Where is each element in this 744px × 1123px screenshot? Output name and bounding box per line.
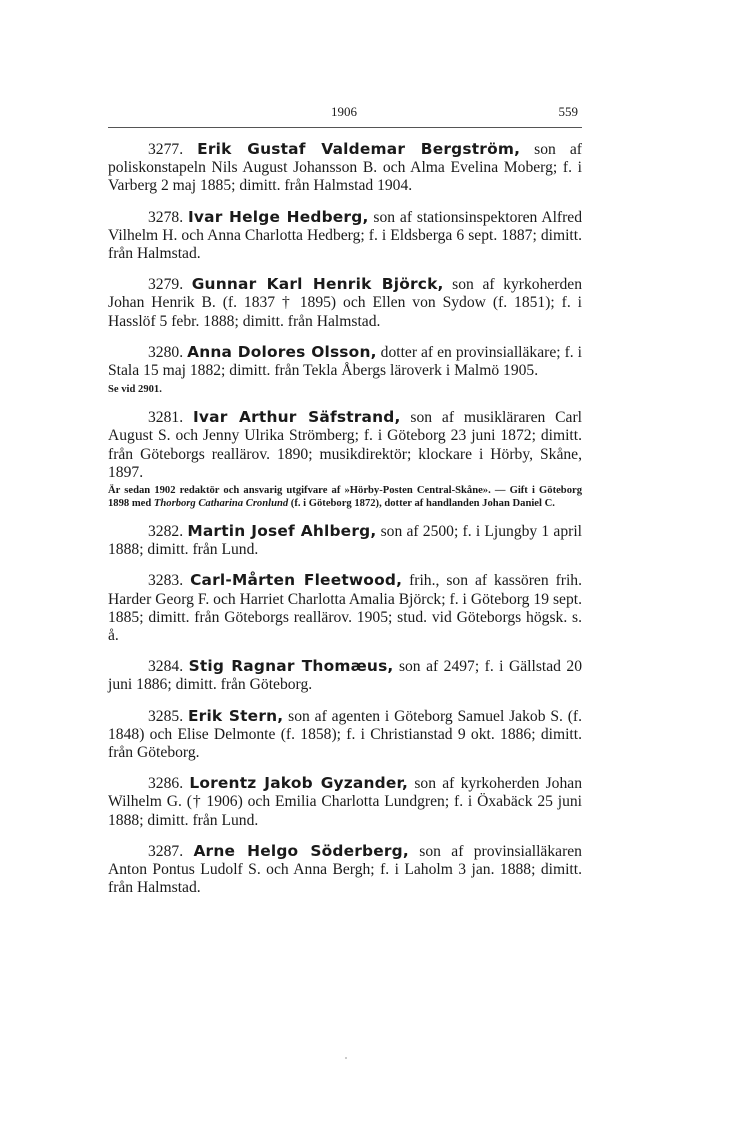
list-item xyxy=(108,275,582,331)
list-item xyxy=(108,343,582,396)
list-item xyxy=(108,707,582,763)
entry-number: 3287. xyxy=(148,842,184,860)
entry-list xyxy=(108,140,582,910)
entry-number: 3285. xyxy=(148,707,184,725)
spouse-name: Thorborg Catharina Cronlund xyxy=(153,498,289,510)
entry-text: son af musikläraren Carl August S. och Jenny Ulrika Strömberg; f. i Göteborg 23 juni 1872; dimitt. från Göteborgs reallärov. 1890; musikdirektör; klockare i Hörby, Skåne, 1897. xyxy=(108,409,582,481)
entry-number: 3279. xyxy=(148,276,184,294)
list-item xyxy=(108,774,582,830)
list-item xyxy=(108,140,582,196)
entry-text: son af poliskonstapeln Nils August Johansson B. och Alma Evelina Moberg; f. i Varberg 2 maj 1885; dimitt. från Halmstad 1904. xyxy=(108,141,582,195)
entry-text: son af kyrkoherden Johan Wilhelm G. († 1906) och Emilia Charlotta Lundgren; f. i Öxabäck 25 juni 1888; dimitt. från Lund. xyxy=(108,775,582,829)
list-item xyxy=(108,571,582,645)
list-item xyxy=(108,208,582,264)
list-item xyxy=(108,842,582,898)
list-item xyxy=(108,408,582,510)
page-number: 559 xyxy=(558,104,578,119)
entry-text: son af provinsialläkaren Anton Pontus Ludolf S. och Anna Bergh; f. i Laholm 3 jan. 1888; dimitt. från Halmstad. xyxy=(108,842,582,897)
entry-name: Stig Ragnar Thomæus, xyxy=(188,657,394,676)
entry-text: dotter af en provinsialläkare; f. i Stala 15 maj 1882; dimitt. från Tekla Åbergs läroverk i Malmö 1905. xyxy=(108,343,583,380)
header-rule xyxy=(108,127,582,128)
entry-number: 3281. xyxy=(148,409,184,427)
entry-name: Arne Helgo Söderberg, xyxy=(193,841,409,860)
entry-note: Se vid 2901. xyxy=(108,384,162,396)
entry-number: 3280. xyxy=(148,343,184,361)
entry-number: 3283. xyxy=(148,572,184,590)
note-text: Är sedan 1902 redaktör och ansvarig utgifvare af »Hörby-Posten Central-Skåne». — Gift i Göteborg 1898 med xyxy=(108,485,582,510)
entry-text: son af 2497; f. i Gällstad 20 juni 1886; dimitt. från Göteborg. xyxy=(108,658,582,694)
entry-name: Lorentz Jakob Gyzander, xyxy=(189,774,409,793)
entry-text: frih., son af kassören frih. Harder Georg F. och Harriet Charlotta Amalia Björck; f. i Göteborg 19 sept. 1885; dimitt. från Göteborgs reallärov. 1905; stud. vid Göteborgs högsk. s. å. xyxy=(108,572,582,645)
entry-text: son af agenten i Göteborg Samuel Jakob S. (f. 1848) och Elise Delmonte (f. 1858); f. i Christianstad 9 okt. 1886; dimitt. från Göteborg. xyxy=(108,707,583,762)
entry-note xyxy=(108,484,582,510)
entry-name: Martin Josef Ahlberg, xyxy=(187,522,377,541)
entry-name: Ivar Helge Hedberg, xyxy=(187,207,369,226)
list-item xyxy=(108,522,582,559)
header-year: 1906 xyxy=(331,104,357,119)
list-item xyxy=(108,657,582,694)
page-speck xyxy=(345,1057,347,1059)
entry-name: Ivar Arthur Säfstrand, xyxy=(192,408,401,427)
entry-name: Erik Stern, xyxy=(187,706,284,725)
entry-text: son af kyrkoherden Johan Henrik B. (f. 1837 † 1895) och Ellen von Sydow (f. 1851); f. i Hasslöf 5 febr. 1888; dimitt. från Halmstad. xyxy=(108,276,582,330)
note-text-end: (f. i Göteborg 1872), dotter af handlanden Johan Daniel C. xyxy=(288,498,555,510)
entry-name: Gunnar Karl Henrik Björck, xyxy=(191,275,444,294)
entry-name: Anna Dolores Olsson, xyxy=(187,342,377,361)
entry-number: 3286. xyxy=(148,775,184,793)
entry-number: 3278. xyxy=(148,208,184,226)
entry-text: son af stationsinspektoren Alfred Vilhelm H. och Anna Charlotta Hedberg; f. i Eldsberga 6 sept. 1887; dimitt. från Halmstad. xyxy=(108,208,583,263)
entry-name: Erik Gustaf Valdemar Bergström, xyxy=(197,140,521,158)
entry-name: Carl-Mårten Fleetwood, xyxy=(190,571,403,590)
running-header xyxy=(108,104,580,126)
entry-number: 3277. xyxy=(148,141,184,158)
entry-number: 3282. xyxy=(148,523,184,541)
entry-number: 3284. xyxy=(148,658,184,676)
entry-text: son af 2500; f. i Ljungby 1 april 1888; dimitt. från Lund. xyxy=(108,523,583,559)
